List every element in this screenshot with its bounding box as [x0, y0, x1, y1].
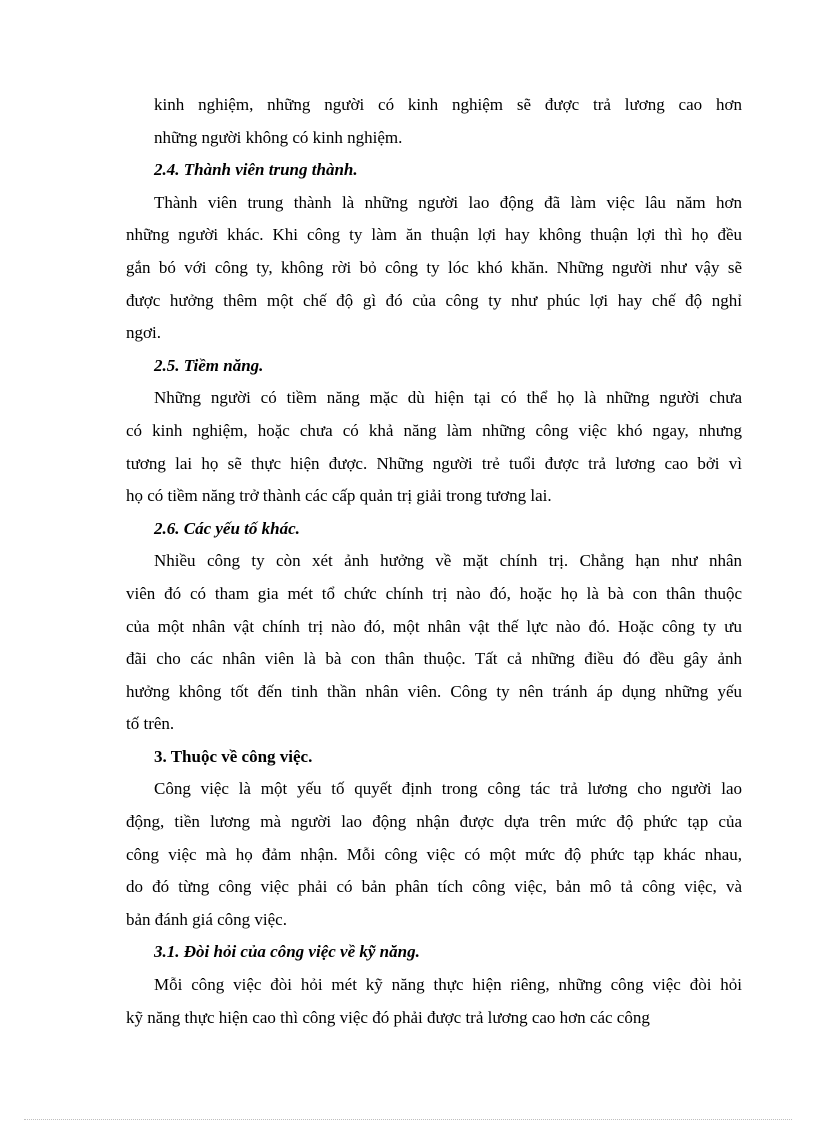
text-line: hưởng không tốt đến tinh thần nhân viên. Công ty nên tránh áp dụng những yếu: [126, 681, 742, 701]
section-heading-2-5: 2.5. Tiềm năng.: [154, 355, 264, 375]
section-heading-3: 3. Thuộc về công việc.: [154, 746, 313, 766]
paragraph: [126, 773, 742, 936]
text-line: động, tiền lương mà người lao động nhận được dựa trên mức độ phức tạp của: [126, 812, 742, 832]
text-line: kinh nghiệm, những người có kinh nghiệm sẽ được trả lương cao hơn: [154, 95, 742, 114]
section-heading-2-4: 2.4. Thành viên trung thành.: [154, 160, 358, 180]
text-line: họ có tiềm năng trở thành các cấp quản trị giải trong tương lai.: [126, 486, 552, 506]
text-line: Mỗi công việc đòi hỏi mét kỹ năng thực hiện riêng, những công việc đòi hỏi: [154, 975, 742, 995]
paragraph: [126, 969, 742, 1034]
text-line: đãi cho các nhân viên là bà con thân thuộc. Tất cả những điều đó đều gây ảnh: [126, 649, 742, 669]
text-line: viên đó có tham gia mét tổ chức chính trị nào đó, hoặc họ là bà con thân thuộc: [126, 583, 742, 603]
text-line: công việc mà họ đảm nhận. Mỗi công việc có một mức độ phức tạp khác nhau,: [126, 844, 742, 864]
text-line: Nhiều công ty còn xét ảnh hưởng về mặt chính trị. Chẳng hạn như nhân: [154, 551, 742, 571]
paragraph: [126, 187, 742, 350]
section-heading-3-1: 3.1. Đòi hỏi của công việc về kỹ năng.: [154, 942, 420, 962]
text-line: được hưởng thêm một chế độ gì đó của công ty như phúc lợi hay chế độ nghỉ: [126, 290, 742, 310]
text-line: Thành viên trung thành là những người lao động đã làm việc lâu năm hơn: [154, 192, 742, 212]
text-line: tố trên.: [126, 714, 175, 734]
document-page: [126, 89, 742, 1034]
paragraph-continuation: [154, 89, 742, 154]
text-line: có kinh nghiệm, hoặc chưa có khả năng làm những công việc khó ngay, nhưng: [126, 420, 742, 440]
paragraph: [126, 382, 742, 512]
section-heading-2-6: 2.6. Các yếu tố khác.: [154, 518, 300, 538]
text-line: tương lai họ sẽ thực hiện được. Những người trẻ tuổi được trả lương cao bởi vì: [126, 453, 742, 473]
page-bottom-divider: [24, 1119, 792, 1120]
text-line: Những người có tiềm năng mặc dù hiện tại có thể họ là những người chưa: [154, 388, 742, 408]
text-line: kỹ năng thực hiện cao thì công việc đó phải được trả lương cao hơn các công: [126, 1007, 650, 1027]
text-line: bản đánh giá công việc.: [126, 909, 287, 929]
text-line: ngơi.: [126, 323, 161, 343]
text-line: do đó từng công việc phải có bản phân tích công việc, bản mô tả công việc, và: [126, 877, 742, 897]
text-line: gắn bó với công ty, không rời bỏ công ty lóc khó khăn. Những người như vậy sẽ: [126, 257, 742, 277]
text-line: của một nhân vật chính trị nào đó, một nhân vật thế lực nào đó. Hoặc công ty ưu: [126, 616, 742, 636]
text-line: những người khác. Khi công ty làm ăn thuận lợi hay không thuận lợi thì họ đều: [126, 225, 742, 245]
text-line: Công việc là một yếu tố quyết định trong công tác trả lương cho người lao: [154, 779, 742, 799]
text-line: những người không có kinh nghiệm.: [154, 127, 403, 147]
paragraph: [126, 545, 742, 741]
